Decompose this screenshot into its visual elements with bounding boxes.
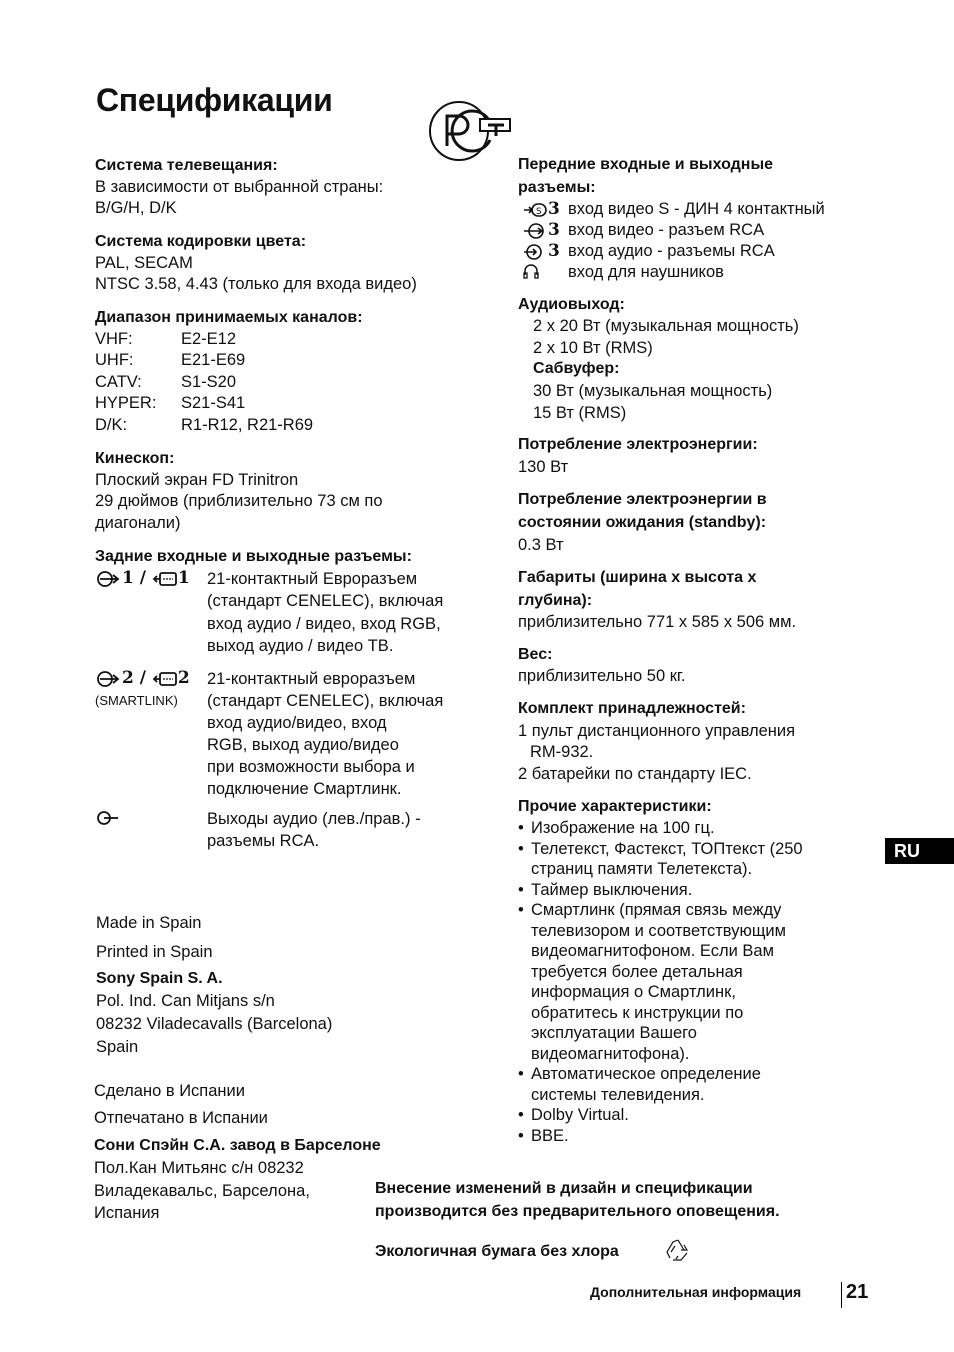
connector-1-line: вход аудио / видео, вход RGB, [207,615,441,633]
front-heading: разъемы: [518,179,596,196]
audio-input-icon [522,243,548,261]
broadcast-line: В зависимости от выбранной страны: [95,178,384,196]
channel-band: CATV: [95,373,142,391]
connector-number: 1 [177,568,190,588]
channel-band: VHF: [95,330,133,348]
footer-section: Дополнительная информация [590,1284,802,1300]
connector-number: 3 [548,220,560,240]
connector-number: 1 [122,568,134,588]
printed-in-en: Printed in Spain [96,943,213,961]
channel-band: D/K: [95,416,128,434]
front-line: вход аудио - разъемы RCA [568,242,775,260]
connector-1-line: выход аудио / видео ТВ. [207,637,394,655]
front-line: вход для наушников [568,263,724,281]
video-input-icon [522,222,548,240]
footer-divider [841,1282,842,1308]
audio-line: 2 x 20 Вт (музыкальная мощность) [533,317,799,335]
address-ru-line: Пол.Кан Митьянс с/н 08232 [94,1159,304,1177]
connector-1-line: (стандарт CENELEC), включая [207,592,444,610]
made-in-en: Made in Spain [96,914,202,932]
eco-paper-text: Экологичная бумага без хлора [375,1243,619,1260]
printed-in-ru: Отпечатано в Испании [94,1109,268,1127]
address-ru-line: Испания [94,1204,160,1222]
address-en-line: 08232 Viladecavalls (Barcelona) [96,1015,333,1033]
audio-line: 2 x 10 Вт (RMS) [533,339,653,357]
rst-certification-logo [428,100,514,162]
address-en-line: Spain [96,1038,139,1056]
list-item: • Dolby Virtual. [518,1105,803,1126]
color-line: PAL, SECAM [95,254,193,272]
subwoofer-line: 15 Вт (RMS) [533,404,627,422]
list-item: • BBE. [518,1126,803,1147]
connector-2-line: вход аудио/видео, вход [207,714,387,732]
connector-2-line: подключение Смартлинк. [207,780,402,798]
connector-number: 2 [177,668,190,688]
list-item: • Смартлинк (прямая связь между телевизором и соответствующим видеомагнитофоном. Если Вам требуется более детальная информация о Смартлинк, обратитесь к инструкции по эксплуатации Вашего видеомагнитофона). [518,900,803,1064]
standby-value: 0.3 Вт [518,536,564,554]
page-number: 21 [846,1281,869,1303]
audio-out-line: разъемы RCA. [207,832,320,850]
audio-heading: Аудиовыход: [518,296,625,313]
made-in-ru: Сделано в Испании [94,1082,245,1100]
accessories-line: 1 пульт дистанционного управления [518,722,796,740]
tube-line: диагонали) [95,514,181,532]
color-heading: Система кодировки цвета: [95,233,307,250]
connector-2-line: RGB, выход аудио/видео [207,736,399,754]
company-ru: Сони Спэйн С.А. завод в Барселоне [94,1137,381,1154]
address-ru-line: Виладекавальс, Барселона, [94,1182,310,1200]
channel-range: S21-S41 [181,394,246,412]
channel-range: R1-R12, R21-R69 [181,416,314,434]
recycle-icon [665,1238,691,1262]
company-en: Sony Spain S. A. [96,970,223,987]
subwoofer-line: 30 Вт (музыкальная мощность) [533,382,773,400]
svg-text:S: S [536,206,542,217]
scart-1-icon-group: 1 / 1 [96,568,190,588]
connector-2-line: 21-контактный евроразъем [207,670,416,688]
connector-2-line: при возможности выбора и [207,758,415,776]
headphones-icon [522,262,540,280]
weight-heading: Вес: [518,646,553,663]
weight-value: приблизительно 50 кг. [518,667,686,685]
front-row-video [522,220,560,240]
channel-range: S1-S20 [181,373,237,391]
power-value: 130 Вт [518,458,569,476]
notice-line: производится без предварительного оповещения. [375,1203,780,1220]
address-en-line: Pol. Ind. Can Mitjans s/n [96,992,275,1010]
scart-output-icon [152,570,178,588]
broadcast-line: B/G/H, D/K [95,199,177,217]
accessories-line: 2 батарейки по стандарту IEC. [518,765,752,783]
connector-number: 3 [548,241,560,261]
list-item: • Изображение на 100 гц. [518,818,803,839]
front-row-audio [522,241,560,261]
connector-1-line: 21-контактный Евроразъем [207,570,418,588]
tube-line: 29 дюймов (приблизительно 73 см по [95,492,383,510]
channel-range: E21-E69 [181,351,246,369]
front-row-svideo [522,199,560,219]
rear-heading: Задние входные и выходные разъемы: [95,548,412,565]
front-heading: Передние входные и выходные [518,156,774,173]
tube-heading: Кинескоп: [95,450,175,467]
scart-input-icon [96,670,122,688]
connector-number: 2 [122,668,134,688]
accessories-line: RM-932. [530,743,594,761]
broadcast-heading: Система телевещания: [95,157,278,174]
power-heading: Потребление электроэнергии: [518,436,758,453]
standby-heading: состоянии ожидания (standby): [518,514,767,531]
list-item: • Телетекст, Фастекст, ТОПтекст (250 страниц памяти Телетекста). [518,839,803,880]
tube-line: Плоский экран FD Trinitron [95,471,299,489]
color-line: NTSC 3.58, 4.43 (только для входа видео) [95,275,417,293]
features-list [518,818,803,1146]
smartlink-label: (SMARTLINK) [95,693,178,708]
channel-band: HYPER: [95,394,157,412]
list-item: • Автоматическое определение системы телевидения. [518,1064,803,1105]
connector-2-line: (стандарт CENELEC), включая [207,692,444,710]
connector-number: 3 [548,199,560,219]
standby-heading: Потребление электроэнергии в [518,491,767,508]
other-heading: Прочие характеристики: [518,798,712,815]
front-line: вход видео - разъем RCA [568,221,765,239]
s-video-input-icon [522,201,548,219]
front-line: вход видео S - ДИН 4 контактный [568,200,825,218]
dims-heading: глубина): [518,592,593,609]
list-item: • Таймер выключения. [518,880,803,901]
channel-band: UHF: [95,351,134,369]
subwoofer-heading: Сабвуфер: [533,360,620,377]
accessories-heading: Комплект принадлежностей: [518,700,746,717]
language-tab-ru: RU [885,838,954,864]
scart-output-icon [152,670,178,688]
scart-input-icon [96,570,122,588]
scart-2-icon-group: 2 / 2 [96,668,190,688]
dims-heading: Габариты (ширина x высота x [518,569,757,586]
page-title: Спецификации [96,82,333,118]
dims-value: приблизительно 771 x 585 x 506 мм. [518,613,797,631]
notice-line: Внесение изменений в дизайн и спецификации [375,1180,753,1197]
channels-heading: Диапазон принимаемых каналов: [95,309,363,326]
channel-range: E2-E12 [181,330,237,348]
audio-output-icon [96,810,120,826]
audio-out-line: Выходы аудио (лев./прав.) - [207,810,421,828]
